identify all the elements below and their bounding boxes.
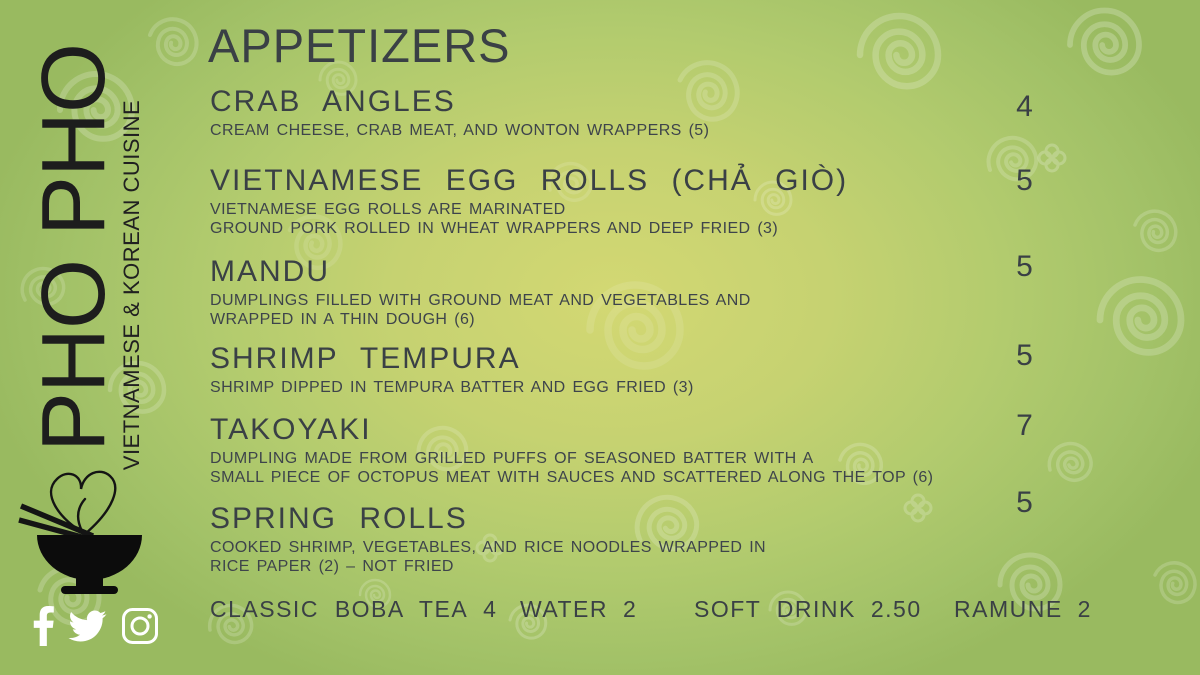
- item-description: [210, 200, 1050, 238]
- menu-item-vietnamese-egg-rolls: [210, 164, 1050, 238]
- item-price: 5: [1016, 339, 1034, 372]
- drink-item-ramune: [954, 597, 1092, 622]
- item-description-line: SHRIMP DIPPED IN TEMPURA BATTER AND EGG FRIED (3): [210, 379, 694, 396]
- item-name: TAKOYAKI: [210, 413, 372, 446]
- item-price: 5: [1016, 164, 1034, 197]
- bowl-with-chopsticks-and-heart-steam-icon: [15, 460, 155, 605]
- item-name: MANDU: [210, 255, 330, 288]
- item-description: [210, 538, 1050, 576]
- item-price: 7: [1016, 409, 1034, 442]
- drink-price: 2: [1077, 596, 1092, 622]
- item-description: [210, 121, 1050, 140]
- drink-name: SOFT DRINK: [694, 596, 856, 622]
- menu-item-shrimp-tempura: [210, 339, 1050, 397]
- item-description: [210, 291, 1050, 329]
- drink-item-classic-boba-tea: [210, 597, 497, 622]
- drink-name: CLASSIC BOBA TEA: [210, 596, 469, 622]
- instagram-icon[interactable]: [121, 607, 159, 645]
- brand-wordmark: PHO PHO: [24, 43, 124, 453]
- item-name: VIETNAMESE EGG ROLLS (CHẢ GIÒ): [210, 164, 849, 197]
- item-description-line: GROUND PORK ROLLED IN WHEAT WRAPPERS AND DEEP FRIED (3): [210, 220, 779, 237]
- item-description-line: WRAPPED IN A THIN DOUGH (6): [210, 311, 475, 328]
- menu-item-spring-rolls: [210, 502, 1050, 576]
- item-description-line: RICE PAPER (2) – NOT FRIED: [210, 558, 454, 575]
- item-description-line: DUMPLING MADE FROM GRILLED PUFFS OF SEASONED BATTER WITH A: [210, 450, 814, 467]
- item-name: SPRING ROLLS: [210, 502, 468, 535]
- item-description-line: COOKED SHRIMP, VEGETABLES, AND RICE NOODLES WRAPPED IN: [210, 539, 767, 556]
- drink-price: 2.50: [870, 596, 922, 622]
- item-name: SHRIMP TEMPURA: [210, 342, 521, 375]
- drink-item-water: [520, 597, 637, 622]
- drink-price: 4: [483, 596, 498, 622]
- item-description: [210, 378, 1050, 397]
- drink-name: RAMUNE: [954, 596, 1063, 622]
- menu-item-takoyaki: [210, 409, 1050, 487]
- item-description: [210, 449, 1050, 487]
- drink-price: 2: [623, 596, 638, 622]
- menu-item-crab-angles: [210, 85, 1050, 140]
- item-price: 4: [1016, 90, 1034, 123]
- item-name: CRAB ANGLES: [210, 85, 456, 118]
- brand-tagline: VIETNAMESE & KOREAN CUISINE: [119, 99, 144, 471]
- drink-name: WATER: [520, 596, 608, 622]
- twitter-icon[interactable]: [65, 607, 110, 645]
- item-description-line: SMALL PIECE OF OCTOPUS MEAT WITH SAUCES AND SCATTERED ALONG THE TOP (6): [210, 469, 934, 486]
- item-description-line: CREAM CHEESE, CRAB MEAT, AND WONTON WRAPPERS (5): [210, 122, 710, 139]
- item-price: 5: [1016, 486, 1034, 519]
- item-description-line: VIETNAMESE EGG ROLLS ARE MARINATED: [210, 201, 566, 218]
- facebook-icon[interactable]: [33, 605, 54, 647]
- drink-item-soft-drink: [694, 597, 922, 622]
- item-price: 5: [1016, 250, 1034, 283]
- section-title: APPETIZERS: [208, 19, 511, 72]
- social-links-row: [33, 603, 159, 648]
- menu-item-mandu: [210, 255, 1050, 329]
- item-description-line: DUMPLINGS FILLED WITH GROUND MEAT AND VEGETABLES AND: [210, 292, 751, 309]
